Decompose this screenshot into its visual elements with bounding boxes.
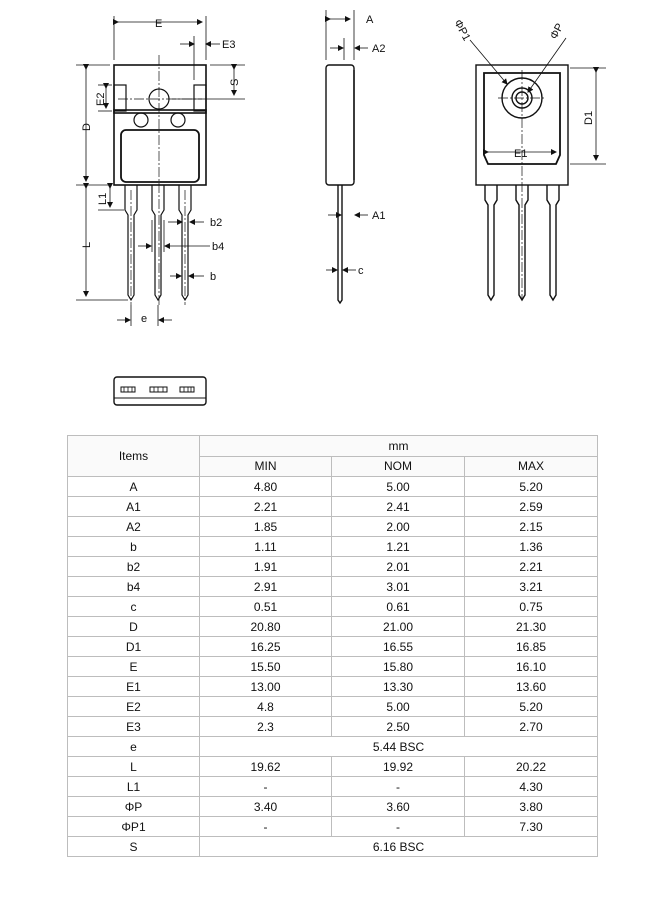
table-row <box>68 537 598 557</box>
row-min: 2.21 <box>200 497 332 517</box>
row-nom: 5.00 <box>332 697 465 717</box>
row-item: L <box>68 757 200 777</box>
row-item: b4 <box>68 577 200 597</box>
table-row <box>68 477 598 497</box>
table-row <box>68 597 598 617</box>
row-min: 16.25 <box>200 637 332 657</box>
table-row <box>68 557 598 577</box>
row-max: 5.20 <box>465 477 598 497</box>
row-nom: 15.80 <box>332 657 465 677</box>
row-nom: 2.41 <box>332 497 465 517</box>
side-dimension-lines <box>326 10 368 270</box>
back-dimension-lines <box>470 38 606 164</box>
row-min: 1.85 <box>200 517 332 537</box>
row-nom: 3.01 <box>332 577 465 597</box>
row-min: 4.8 <box>200 697 332 717</box>
row-min: 2.3 <box>200 717 332 737</box>
row-item: E1 <box>68 677 200 697</box>
row-nom: 1.21 <box>332 537 465 557</box>
dim-label-D1: D1 <box>583 110 595 125</box>
row-max: 16.10 <box>465 657 598 677</box>
row-max: 20.22 <box>465 757 598 777</box>
table-row <box>68 777 598 797</box>
front-view <box>114 55 206 305</box>
table-row <box>68 797 598 817</box>
row-max: 2.21 <box>465 557 598 577</box>
row-max: 13.60 <box>465 677 598 697</box>
items-header: Items <box>68 436 200 477</box>
row-item: ΦP1 <box>68 817 200 837</box>
row-min: 13.00 <box>200 677 332 697</box>
row-min: 3.40 <box>200 797 332 817</box>
row-item: E <box>68 657 200 677</box>
dim-label-phi-p1: ΦP1 <box>451 17 473 44</box>
bottom-view <box>114 377 206 405</box>
dim-label-E2: E2 <box>95 92 107 106</box>
table-row <box>68 737 598 757</box>
row-min: - <box>200 817 332 837</box>
table-row <box>68 757 598 777</box>
row-min: 20.80 <box>200 617 332 637</box>
dim-label-phi-p: ΦP <box>548 21 567 42</box>
dim-label-S: S <box>229 78 241 86</box>
table-row <box>68 517 598 537</box>
dim-label-b2: b2 <box>210 217 223 229</box>
row-min: 2.91 <box>200 577 332 597</box>
row-item: L1 <box>68 777 200 797</box>
dim-label-b: b <box>210 271 217 283</box>
dim-label-E: E <box>155 18 163 30</box>
row-item: c <box>68 597 200 617</box>
row-nom: 0.61 <box>332 597 465 617</box>
row-item: D <box>68 617 200 637</box>
side-dimension-labels <box>358 14 385 277</box>
back-dimension-labels <box>451 18 595 160</box>
dim-label-E1: E1 <box>514 148 528 160</box>
row-min: 1.91 <box>200 557 332 577</box>
row-item: A <box>68 477 200 497</box>
row-nom: 2.01 <box>332 557 465 577</box>
row-max: 3.80 <box>465 797 598 817</box>
col-header-nom: NOM <box>332 456 465 477</box>
row-max: 1.36 <box>465 537 598 557</box>
dim-label-A1: A1 <box>372 210 386 222</box>
row-nom: 2.50 <box>332 717 465 737</box>
dim-label-e: e <box>141 313 148 325</box>
row-max: 0.75 <box>465 597 598 617</box>
row-min: - <box>200 777 332 797</box>
row-nom: 2.00 <box>332 517 465 537</box>
dim-label-A2: A2 <box>372 43 386 55</box>
back-view <box>476 65 568 300</box>
table-row <box>68 657 598 677</box>
dim-label-A: A <box>366 14 374 26</box>
unit-header: mm <box>200 436 598 457</box>
dim-label-c: c <box>358 265 364 277</box>
row-max: 3.21 <box>465 577 598 597</box>
row-item: A2 <box>68 517 200 537</box>
table-row <box>68 717 598 737</box>
table-row <box>68 577 598 597</box>
row-max: 21.30 <box>465 617 598 637</box>
row-nom: 5.00 <box>332 477 465 497</box>
row-item: E2 <box>68 697 200 717</box>
row-max: 2.59 <box>465 497 598 517</box>
row-bsc-value: 6.16 BSC <box>200 837 598 857</box>
row-max: 2.15 <box>465 517 598 537</box>
row-bsc-value: 5.44 BSC <box>200 737 598 757</box>
row-nom: 21.00 <box>332 617 465 637</box>
dim-label-L: L <box>81 241 93 248</box>
row-min: 15.50 <box>200 657 332 677</box>
row-min: 4.80 <box>200 477 332 497</box>
dim-label-b4: b4 <box>212 241 225 253</box>
dim-label-E3: E3 <box>222 39 236 51</box>
row-max: 4.30 <box>465 777 598 797</box>
row-item: A1 <box>68 497 200 517</box>
row-min: 19.62 <box>200 757 332 777</box>
row-nom: 19.92 <box>332 757 465 777</box>
table-row <box>68 637 598 657</box>
dim-label-D: D <box>81 123 93 131</box>
dimension-table <box>67 435 598 857</box>
row-nom: 13.30 <box>332 677 465 697</box>
row-max: 7.30 <box>465 817 598 837</box>
table-row <box>68 617 598 637</box>
table-row <box>68 697 598 717</box>
row-item: e <box>68 737 200 757</box>
dim-label-L1: L1 <box>97 192 109 205</box>
col-header-min: MIN <box>200 456 332 477</box>
row-item: E3 <box>68 717 200 737</box>
col-header-max: MAX <box>465 456 598 477</box>
row-nom: - <box>332 777 465 797</box>
row-nom: 3.60 <box>332 797 465 817</box>
table-row <box>68 677 598 697</box>
row-nom: 16.55 <box>332 637 465 657</box>
package-outline-drawing <box>0 0 670 430</box>
row-nom: - <box>332 817 465 837</box>
row-min: 1.11 <box>200 537 332 557</box>
row-item: ΦP <box>68 797 200 817</box>
row-max: 2.70 <box>465 717 598 737</box>
table-row <box>68 497 598 517</box>
row-item: b <box>68 537 200 557</box>
row-max: 16.85 <box>465 637 598 657</box>
row-max: 5.20 <box>465 697 598 717</box>
row-item: S <box>68 837 200 857</box>
table-row <box>68 817 598 837</box>
side-view <box>326 65 354 303</box>
row-item: b2 <box>68 557 200 577</box>
row-min: 0.51 <box>200 597 332 617</box>
table-row <box>68 837 598 857</box>
table-header-row <box>68 436 598 457</box>
row-item: D1 <box>68 637 200 657</box>
